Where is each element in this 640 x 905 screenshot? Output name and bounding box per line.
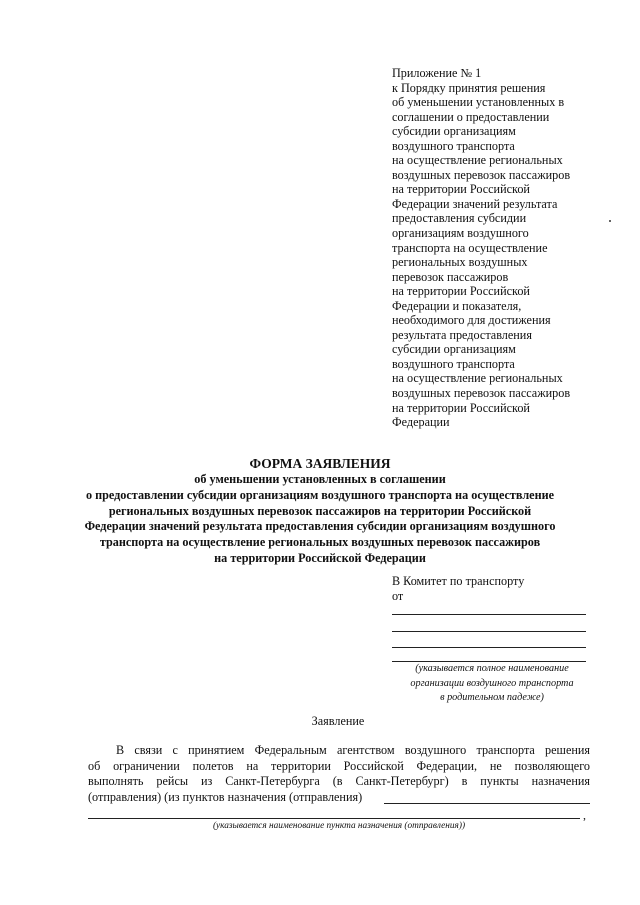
appendix-line: транспорта на осуществление (392, 240, 548, 255)
appendix-line: об уменьшении установленных в (392, 95, 565, 110)
addressee-to: В Комитет по транспорту (392, 574, 525, 588)
destination-caption: (указывается наименование пункта назначения (отправления)) (212, 821, 466, 831)
addressee-caption-line: организации воздушного транспорта (410, 677, 574, 689)
appendix-line: региональных воздушных (392, 255, 528, 270)
appendix-line: на осуществление региональных (392, 153, 563, 168)
appendix-line: воздушных перевозок пассажиров (392, 167, 571, 182)
form-title-line: об уменьшении установленных в соглашении (194, 472, 446, 486)
form-title-main: ФОРМА ЗАЯВЛЕНИЯ (249, 456, 391, 471)
destination-trailing-comma: , (583, 808, 586, 822)
form-title-line: Федерации значений результата предоставления субсидии организациям воздушного (84, 519, 556, 534)
appendix-line: перевозок пассажиров (392, 269, 509, 284)
form-title-line: транспорта на осуществление региональных воздушных перевозок пассажиров (99, 535, 541, 550)
scan-speck (609, 220, 611, 222)
form-title (60, 455, 580, 567)
addressee-caption-line: в родительном падеже) (440, 692, 544, 704)
appendix-line: необходимого для достижения (392, 313, 551, 328)
appendix-line: предоставления субсидии (392, 211, 527, 226)
sender-name-line-1[interactable] (392, 614, 586, 615)
appendix-line: воздушных перевозок пассажиров (392, 386, 571, 401)
sender-name-line-3[interactable] (392, 647, 586, 648)
destination-blank-line-2[interactable] (88, 818, 580, 819)
statement-body (88, 743, 590, 805)
statement-heading: Заявление (311, 714, 365, 728)
statement-line: (отправления) (из пунктов назначения (отправления) (88, 789, 363, 804)
appendix-line: воздушного транспорта (392, 138, 515, 153)
statement-line: выполнять рейсы из Санкт-Петербурга (в Санкт-Петербург) в пункты назначения (88, 774, 590, 788)
appendix-line: Федерации и показателя, (392, 298, 522, 313)
appendix-line: организациям воздушного (392, 226, 529, 241)
addressee-from: от (392, 589, 404, 603)
form-title-line: региональных воздушных перевозок пассажиров на территории Российской (108, 503, 532, 518)
destination-blank-line-1[interactable] (384, 803, 590, 804)
appendix-line: на территории Российской (392, 400, 530, 415)
appendix-line: к Порядку принятия решения (392, 80, 546, 95)
form-title-line: о предоставлении субсидии организациям воздушного транспорта на осуществление (85, 487, 555, 502)
appendix-line: на территории Российской (392, 284, 530, 299)
addressee-caption-line: (указывается полное наименование (415, 663, 569, 674)
appendix-line: на территории Российской (392, 182, 530, 197)
addressee-caption (392, 662, 592, 706)
appendix-line: субсидии организациям (392, 124, 516, 139)
appendix-line: Федерации значений результата (392, 196, 558, 211)
appendix-line: Федерации (392, 415, 450, 430)
appendix-line: субсидии организациям (392, 342, 516, 357)
statement-line: В связи с принятием Федеральным агентством воздушного транспорта решения (116, 743, 590, 757)
form-title-line: на территории Российской Федерации (214, 550, 426, 565)
statement-line: об ограничении полетов на территории Российской Федерации, не позволяющего (88, 758, 590, 773)
appendix-line: воздушного транспорта (392, 356, 515, 371)
appendix-line: на осуществление региональных (392, 371, 563, 386)
appendix-line: соглашении о предоставлении (392, 109, 550, 124)
addressee-block (392, 574, 592, 604)
sender-name-line-2[interactable] (392, 631, 586, 632)
appendix-line: результата предоставления (392, 327, 532, 342)
appendix-block (392, 66, 632, 430)
appendix-line: Приложение № 1 (392, 66, 482, 80)
